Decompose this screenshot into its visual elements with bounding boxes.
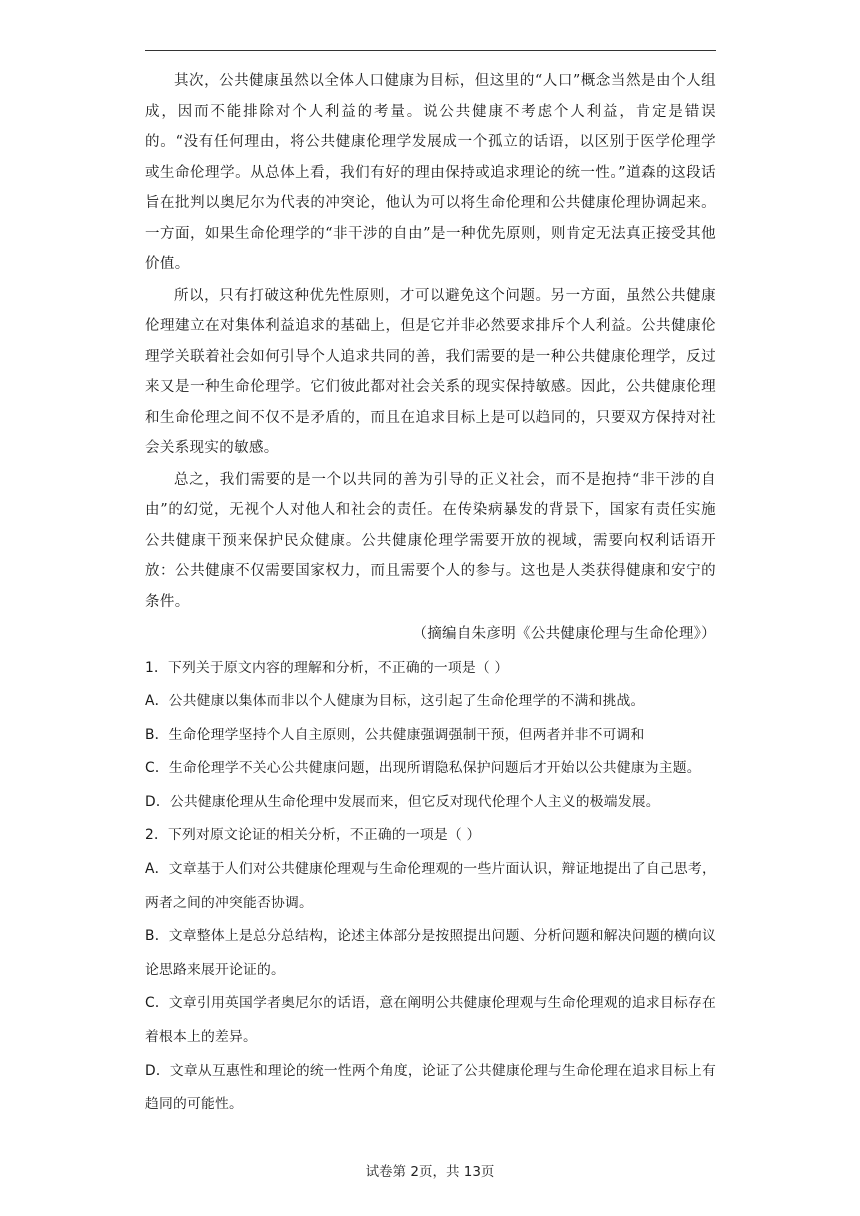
answer-option-d[interactable]: D．文章从互惠性和理论的统一性两个角度，论证了公共健康伦理与生命伦理在追求目标上有趋同的可能性。 [145, 1062, 716, 1113]
answer-option-a[interactable]: A．文章基于人们对公共健康伦理观与生命伦理观的一些片面认识，辩证地提出了自己思考，两者之间的冲突能否协调。 [145, 861, 716, 911]
answer-option-c[interactable]: C．生命伦理学不关心公共健康问题，出现所谓隐私保护问题后才开始以公共健康为主题。 [145, 760, 701, 777]
question-stem: 2．下列对原文论证的相关分析，不正确的一项是（ ） [145, 827, 481, 844]
page-number-footer: 试卷第 2页，共 13页 [365, 1164, 495, 1180]
answer-option-b[interactable]: B．文章整体上是总分总结构，论述主体部分是按照提出问题、分析问题和解决问题的横向议论思路来展开论证的。 [145, 928, 716, 978]
question-1 [145, 652, 716, 820]
answer-option-d[interactable]: D．公共健康伦理从生命伦理中发展而来，但它反对现代伦理个人主义的极端发展。 [145, 793, 660, 810]
passage-paragraph: 所以，只有打破这种优先性原则，才可以避免这个问题。另一方面，虽然公共健康伦理建立在对集体利益追求的基础上，但是它并非必然要求排斥个人利益。公共健康伦理学关联着社会如何引导个人追求共同的善，我们需要的是一种公共健康伦理学，反过来又是一种生命伦理学。它们彼此都对社会关系的现实保持敏感。因此，公共健康伦理和生命伦理之间不仅不是矛盾的，而且在追求目标上是可以趋同的，只要双方保持对社会关系现实的敏感。 [145, 287, 716, 456]
answer-option-b[interactable]: B．生命伦理学坚持个人自主原则，公共健康强调强制干预，但两者并非不可调和 [145, 726, 645, 743]
answer-option-c[interactable]: C．文章引用英国学者奥尼尔的话语，意在阐明公共健康伦理观与生命伦理观的追求目标存在着根本上的差异。 [145, 995, 716, 1046]
question-list [145, 652, 716, 1122]
header-rule [145, 50, 716, 51]
question-2 [145, 819, 716, 1121]
answer-option-a[interactable]: A．公共健康以集体而非以个人健康为目标，这引起了生命伦理学的不满和挑战。 [145, 693, 645, 710]
passage [145, 66, 716, 650]
passage-paragraph: 其次，公共健康虽然以全体人口健康为目标，但这里的“人口”概念当然是由个人组成，因而不能排除对个人利益的考量。说公共健康不考虑个人利益，肯定是错误的。“没有任何理由，将公共健康伦理学发展成一个孤立的话语，以区别于医学伦理学或生命伦理学。从总体上看，我们有好的理由保持或追求理论的统一性。”道森的这段话旨在批判以奥尼尔为代表的冲突论，他认为可以将生命伦理和公共健康伦理协调起来。一方面，如果生命伦理学的“非干涉的自由”是一种优先原则，则肯定无法真正接受其他价值。 [145, 73, 716, 272]
question-stem: 1．下列关于原文内容的理解和分析，不正确的一项是（ ） [145, 659, 509, 676]
passage-source: （摘编自朱彦明《公共健康伦理与生命伦理》） [412, 626, 716, 642]
document-page [145, 66, 716, 1122]
passage-paragraph: 总之，我们需要的是一个以共同的善为引导的正义社会，而不是抱持“非干涉的自由”的幻觉，无视个人对他人和社会的责任。在传染病暴发的背景下，国家有责任实施公共健康干预来保护民众健康。公共健康伦理学需要开放的视域，需要向权利话语开放：公共健康不仅需要国家权力，而且需要个人的参与。这也是人类获得健康和安宁的条件。 [145, 471, 716, 610]
